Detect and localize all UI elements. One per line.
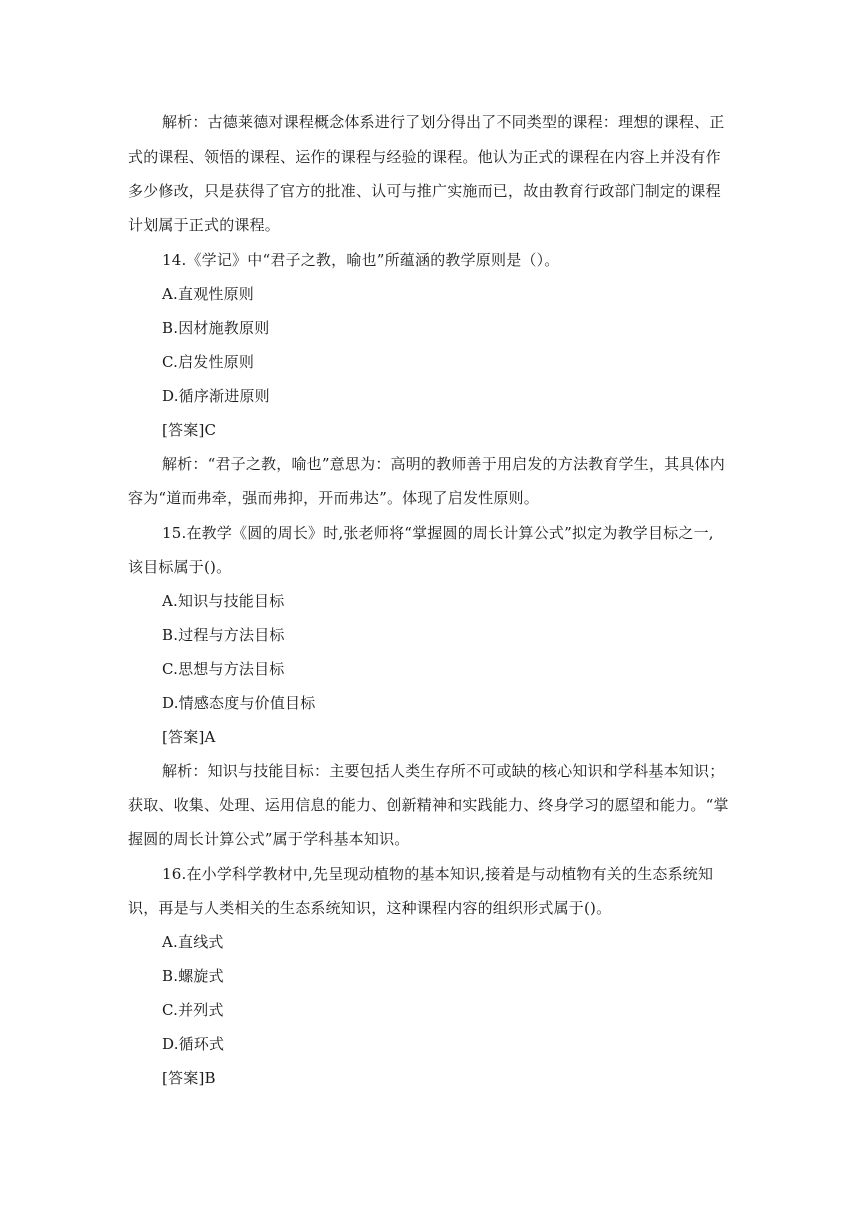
analysis-13-line-2: 式的课程、领悟的课程、运作的课程与经验的课程。他认为正式的课程在内容上并没有作 (128, 148, 721, 166)
q15-option-a: A.知识与技能目标 (162, 592, 285, 610)
analysis-13-line-1: 解析：古德莱德对课程概念体系进行了划分得出了不同类型的课程：理想的课程、正 (162, 113, 725, 131)
question-15-line-2: 该目标属于()。 (128, 558, 232, 576)
analysis-13-line-3: 多少修改，只是获得了官方的批准、认可与推广实施而已，故由教育行政部门制定的课程 (128, 182, 721, 200)
question-16-line-1: 16.在小学科学教材中,先呈现动植物的基本知识,接着是与动植物有关的生态系统知 (162, 865, 714, 883)
q14-option-c: C.启发性原则 (162, 353, 255, 371)
analysis-14-line-2: 容为“道而弗牵，强而弗抑，开而弗达”。体现了启发性原则。 (128, 489, 539, 507)
q14-option-d: D.循序渐进原则 (162, 387, 270, 405)
analysis-15-line-1: 解析：知识与技能目标：主要包括人类生存所不可或缺的核心知识和学科基本知识； (162, 762, 725, 780)
q16-option-d: D.循环式 (162, 1035, 225, 1053)
q16-option-a: A.直线式 (162, 933, 224, 951)
q15-answer: [答案]A (162, 728, 216, 746)
q16-answer: [答案]B (162, 1069, 216, 1087)
q16-option-c: C.并列式 (162, 1001, 224, 1019)
question-16-line-2: 识，再是与人类相关的生态系统知识，这种课程内容的组织形式属于()。 (128, 899, 612, 917)
q14-answer: [答案]C (162, 421, 217, 439)
q15-option-d: D.情感态度与价值目标 (162, 694, 316, 712)
q16-option-b: B.螺旋式 (162, 967, 224, 985)
q14-option-b: B.因材施教原则 (162, 319, 270, 337)
analysis-14-line-1: 解析：“君子之教，喻也”意思为：高明的教师善于用启发的方法教育学生，其具体内 (162, 455, 725, 473)
analysis-15-line-2: 获取、收集、处理、运用信息的能力、创新精神和实践能力、终身学习的愿望和能力。“掌 (128, 796, 729, 814)
q14-option-a: A.直观性原则 (162, 285, 255, 303)
analysis-15-line-3: 握圆的周长计算公式”属于学科基本知识。 (128, 830, 410, 848)
q15-option-c: C.思想与方法目标 (162, 660, 285, 678)
q15-option-b: B.过程与方法目标 (162, 626, 285, 644)
analysis-13-line-4: 计划属于正式的课程。 (128, 216, 281, 234)
question-14: 14.《学记》中“君子之教，喻也”所蕴涵的教学原则是（）。 (162, 251, 560, 269)
question-15-line-1: 15.在教学《圆的周长》时,张老师将“掌握圆的周长计算公式”拟定为教学目标之一, (162, 524, 714, 542)
